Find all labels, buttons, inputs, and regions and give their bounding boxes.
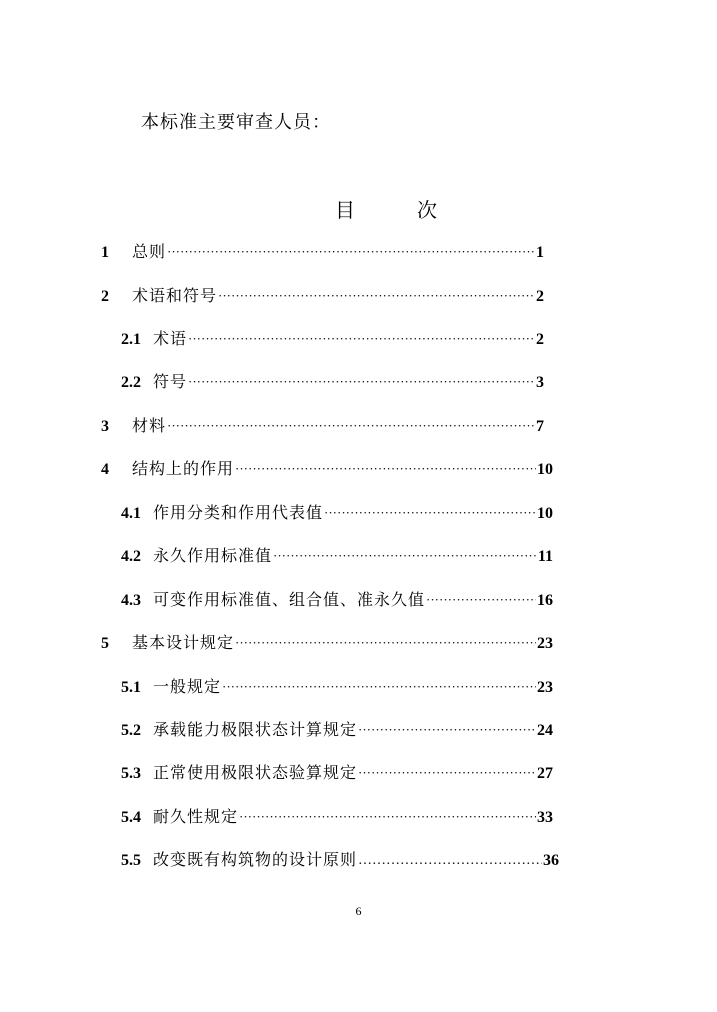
toc-entry[interactable]: [101, 240, 544, 264]
toc-leader-dots: [188, 327, 535, 351]
toc-entry[interactable]: [121, 327, 544, 351]
toc-entry-page: 1: [536, 244, 544, 261]
toc-entry-number: 4.3: [121, 592, 141, 609]
toc-entry-number: 5.2: [121, 722, 141, 739]
toc-entry-page: 11: [537, 548, 553, 565]
toc-leader-dots: [188, 370, 535, 394]
toc-entry-title: 可变作用标准值、组合值、准永久值: [153, 590, 426, 609]
toc-entry-number: 2.2: [121, 374, 141, 391]
toc-leader-dots: [273, 544, 537, 568]
toc-entry[interactable]: [121, 761, 553, 785]
toc-title-char-1: 目: [335, 198, 355, 222]
toc-entry-title: 一般规定: [153, 677, 222, 696]
toc-leader-dots: [239, 805, 536, 829]
toc-entry-page: 10: [537, 461, 553, 478]
toc-entry-title: 结构上的作用: [132, 459, 235, 478]
toc-entry[interactable]: [121, 588, 553, 612]
toc-entry-number: 5: [101, 635, 109, 652]
toc-entry[interactable]: [121, 675, 553, 699]
toc-entry-page: 7: [536, 418, 544, 435]
toc-entry[interactable]: [121, 370, 544, 394]
page-number: 6: [355, 904, 362, 918]
toc-entry-title: 承载能力极限状态计算规定: [153, 720, 358, 739]
toc-entry[interactable]: [101, 457, 553, 481]
toc-entry-title: 总则: [132, 242, 167, 261]
reviewers-heading: 本标准主要审查人员：: [141, 112, 331, 133]
toc-entry-title: 正常使用极限状态验算规定: [153, 763, 358, 782]
toc-entry[interactable]: [121, 718, 553, 742]
toc-entry-page: 27: [537, 765, 553, 782]
toc-entry-title: 永久作用标准值: [153, 546, 273, 565]
toc-entry-page: 2: [536, 288, 544, 305]
toc-entry-title: 耐久性规定: [153, 807, 239, 826]
toc-entry-number: 4: [101, 461, 109, 478]
toc-entry-number: 5.1: [121, 679, 141, 696]
toc-entry-title: 术语和符号: [132, 286, 218, 305]
toc-entry-title: 改变既有构筑物的设计原则: [153, 850, 358, 869]
toc-leader-dots: [358, 718, 536, 742]
toc-entry-page: 2: [536, 331, 544, 348]
toc-entry-page: 33: [537, 809, 553, 826]
toc-entry-page: 23: [537, 635, 553, 652]
toc-entry-title: 作用分类和作用代表值: [153, 503, 324, 522]
toc-leader-dots: [235, 631, 536, 655]
toc-entry-title: 符号: [153, 372, 188, 391]
toc-entry-page: 24: [537, 722, 553, 739]
toc-entry[interactable]: [101, 284, 544, 308]
toc-entry-number: 3: [101, 418, 109, 435]
toc-entry-number: 5.3: [121, 765, 141, 782]
toc-entry-page: 3: [536, 374, 544, 391]
toc-entry-title: 基本设计规定: [132, 633, 235, 652]
toc-leader-dots: [324, 501, 536, 525]
toc-entry-title: 材料: [132, 416, 167, 435]
toc-entry-page: 36: [543, 852, 559, 869]
toc-entry-number: 4.1: [121, 505, 141, 522]
toc-entry[interactable]: [101, 414, 544, 438]
toc-leader-dots: [167, 414, 535, 438]
toc-entry-number: 1: [101, 244, 109, 261]
toc-entry-page: 23: [537, 679, 553, 696]
toc-leader-dots: [358, 848, 542, 873]
toc-entry[interactable]: [121, 501, 553, 525]
toc-entry-page: 10: [537, 505, 553, 522]
toc-entry[interactable]: [101, 631, 553, 655]
toc-title-char-2: 次: [417, 198, 437, 222]
toc-entry-title: 术语: [153, 329, 188, 348]
toc-entry-number: 4.2: [121, 548, 141, 565]
toc-entry-number: 2: [101, 288, 109, 305]
toc-entry[interactable]: [121, 805, 553, 829]
toc-leader-dots: [358, 761, 536, 785]
toc-leader-dots: [222, 675, 536, 699]
toc-entry-number: 2.1: [121, 331, 141, 348]
toc-leader-dots: [235, 457, 536, 481]
toc-leader-dots: [167, 240, 535, 264]
toc-leader-dots: [218, 284, 535, 308]
toc-entry-page: 16: [537, 592, 553, 609]
toc-entry-number: 5.5: [121, 852, 141, 869]
toc-entry[interactable]: [121, 848, 559, 872]
toc-leader-dots: [426, 588, 536, 612]
toc-entry[interactable]: [121, 544, 553, 568]
toc-entry-number: 5.4: [121, 809, 141, 826]
